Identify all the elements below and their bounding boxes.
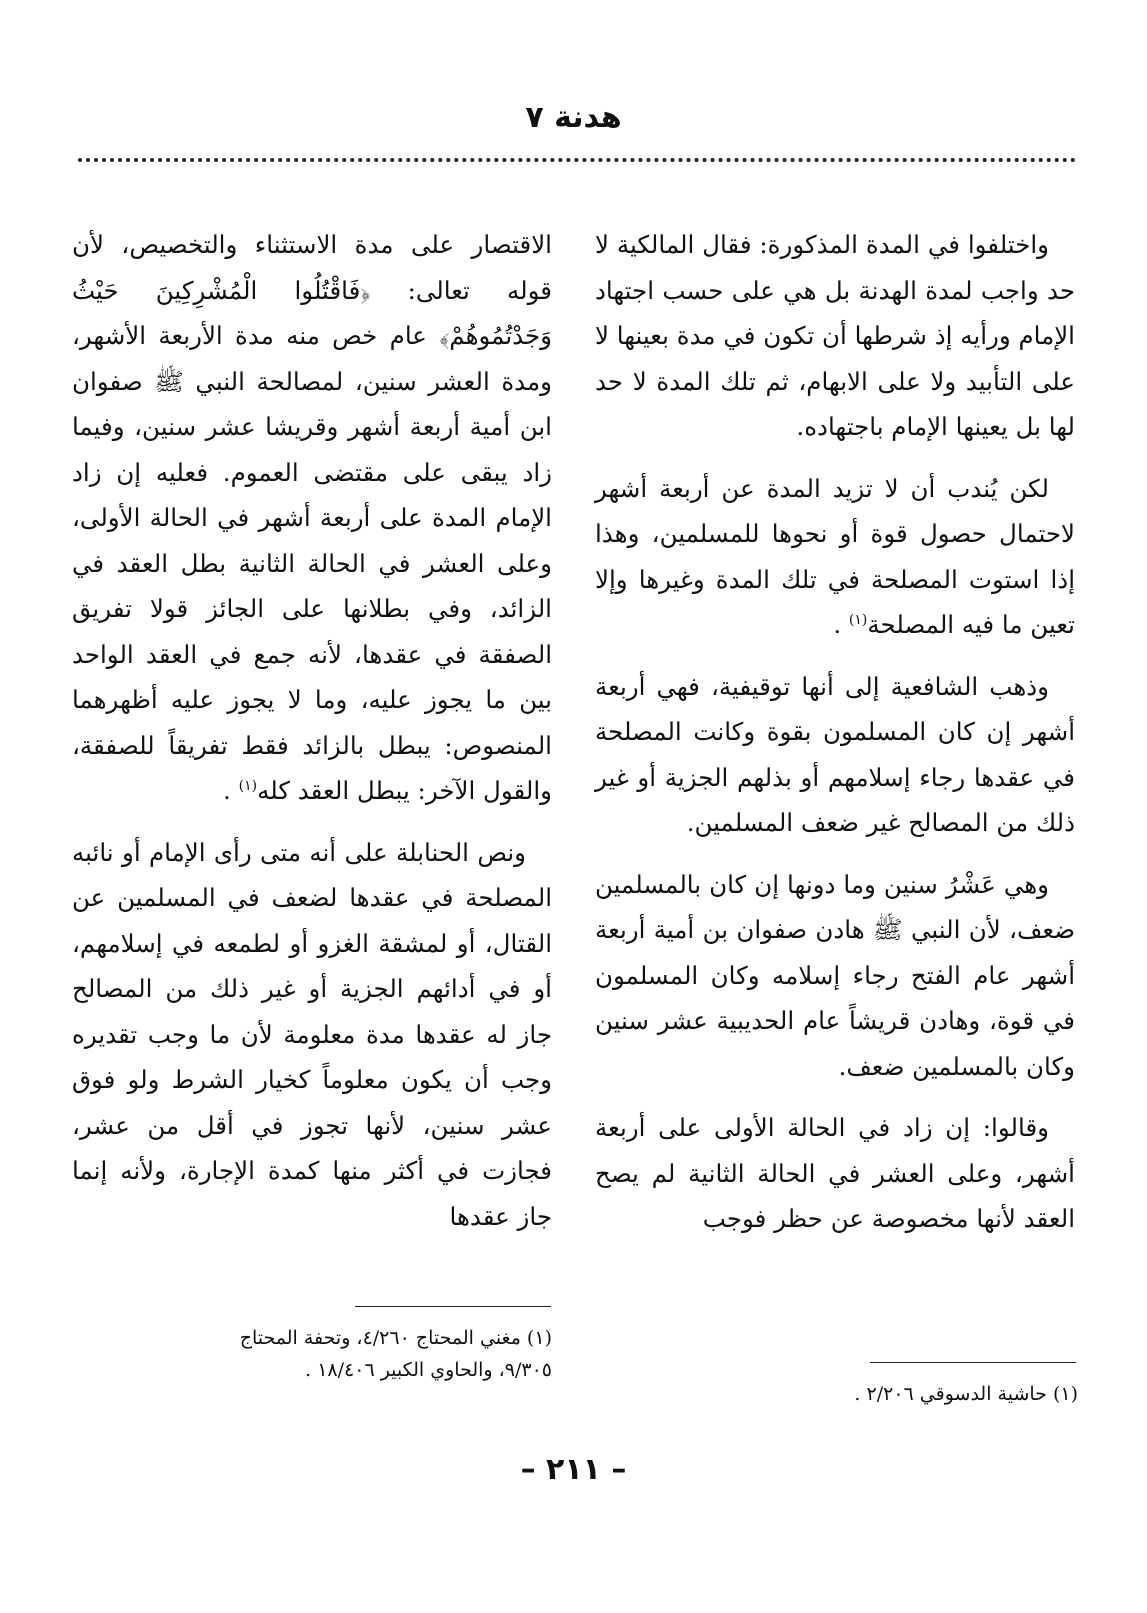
right-column: [595, 222, 1075, 1242]
footnote-line: ٩/٣٠٥، والحاوي الكبير ١٨/٤٠٦ .: [305, 1359, 552, 1381]
paragraph-end: .: [833, 610, 849, 639]
footnote: [72, 1322, 552, 1386]
page-number: – ٢١١ –: [520, 1452, 627, 1487]
footnote-reference: (١): [238, 777, 258, 794]
paragraph: [595, 466, 1075, 648]
footnote-divider: [355, 1306, 551, 1307]
paragraph: وذهب الشافعية إلى أنها توقيفية، فهي أربعة أشهر إن كان المسلمون بقوة وكانت المصلحة في عقدها رجاء إسلامهم أو بذلهم الجزية أو غير ذلك من المصالح غير ضعف المسلمين.: [595, 671, 1075, 837]
footnote-reference: (١): [848, 611, 868, 628]
paragraph: [72, 222, 552, 814]
paragraph: ونص الحنابلة على أنه متى رأى الإمام أو نائبه المصلحة في عقدها لضعف في المسلمين عن القتال، أو لمشقة الغزو أو لطمعه في إسلامهم، أو في أدائهم الجزية أو غير ذلك من المصالح جاز له عقدها مدة معلومة لأن ما وجب تقديره وجب أن يكون معلوماً كخيار الشرط ولو فوق عشر سنين، لأنها تجوز في أقل من عشر، فجازت في أكثر منها كمدة الإجارة، ولأنه إنما جاز عقدها: [72, 837, 552, 1231]
left-column: [72, 222, 552, 1239]
footnote: (١) حاشية الدسوقي ٢/٢٠٦ .: [854, 1383, 1078, 1405]
paragraph: وهي عَشْرُ سنين وما دونها إن كان بالمسلمين ضعف، لأن النبي ﷺ هادن صفوان بن أمية أربعة أشهر عام الفتح رجاء إسلامه وكان المسلمون في قوة، وهادن قريشاً عام الحديبية عشر سنين وكان بالمسلمين ضعف.: [595, 869, 1075, 1081]
paragraph-text: لكن يُندب أن لا تزيد المدة عن أربعة أشهر لاحتمال حصول قوة أو نحوها للمسلمين، وهذا إذا استوت المصلحة في تلك المدة وغيرها وإلا تعين ما فيه المصلحة: [595, 473, 1075, 639]
paragraph-end: .: [223, 776, 239, 805]
footnote-line: (١) مغني المحتاج ٤/٢٦٠، وتحفة المحتاج: [239, 1327, 552, 1349]
paragraph-text: الاقتصار على مدة الاستثناء والتخصيص، لأن قوله تعالى: ﴿فَاقْتُلُوا الْمُشْرِكِينَ حَيْثُ وَجَدْتُمُوهُمْ﴾ عام خص منه مدة الأربعة الأشهر، ومدة العشر سنين، لمصالحة النبي ﷺ صفوان ابن أمية أربعة أشهر وقريشا عشر سنين، وفيما زاد يبقى على مقتضى العموم. فعليه إن زاد الإمام المدة على أربعة أشهر في الحالة الأولى، وعلى العشر في الحالة الثانية بطل العقد في الزائد، وفي بطلانها على الجائز قولا تفريق الصفقة في عقدها، لأنه جمع في العقد الواحد بين ما يجوز عليه، وما لا يجوز عليه أظهرهما المنصوص: يبطل بالزائد فقط تفريقاً للصفقة، والقول الآخر: يبطل العقد كله: [72, 230, 552, 805]
title-divider: [78, 158, 1076, 162]
paragraph: وقالوا: إن زاد في الحالة الأولى على أربعة أشهر، وعلى العشر في الحالة الثانية لم يصح العقد لأنها مخصوصة عن حظر فوجب: [595, 1113, 1075, 1233]
page-title: هدنة ٧: [525, 100, 622, 135]
footnote-divider: [870, 1362, 1076, 1363]
paragraph: واختلفوا في المدة المذكورة: فقال المالكية لا حد واجب لمدة الهدنة بل هي على حسب اجتهاد الإمام ورأيه إذ شرطها أن تكون في مدة بعينها لا على التأبيد ولا على الابهام، ثم تلك المدة لا حد لها بل يعينها الإمام باجتهاده.: [595, 230, 1075, 441]
